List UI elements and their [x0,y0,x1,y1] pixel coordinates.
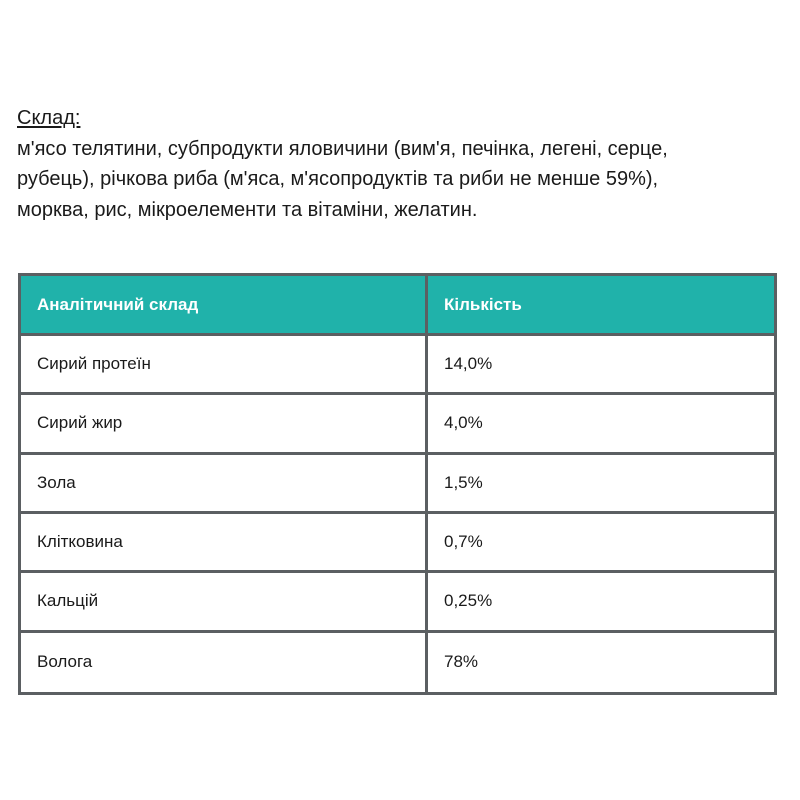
column-header-component: Аналітичний склад [21,276,428,336]
component-value-cell: 78% [428,633,774,692]
table-row [21,336,774,395]
column-header-amount: Кількість [428,276,774,336]
component-value-cell: 4,0% [428,395,774,454]
component-name-cell: Волога [21,633,428,692]
component-value-cell: 1,5% [428,455,774,514]
table-row [21,514,774,573]
component-name-cell: Клітковина [21,514,428,573]
component-name-cell: Зола [21,455,428,514]
table-row [21,455,774,514]
component-value-cell: 0,7% [428,514,774,573]
table-row [21,395,774,454]
table-row [21,573,774,632]
composition-line: м'ясо телятини, субпродукти яловичини (вим'я, печінка, легені, серце, [17,137,668,160]
analysis-table [21,276,774,692]
analysis-table-frame [18,273,777,695]
table-row [21,633,774,692]
component-value-cell: 0,25% [428,573,774,632]
composition-section [17,103,787,225]
composition-line: рубець), річкова риба (м'яса, м'ясопродуктів та риби не менше 59%), [17,168,659,190]
composition-line: морква, рис, мікроелементи та вітаміни, желатин. [17,198,478,221]
component-value-cell: 14,0% [428,336,774,395]
component-name-cell: Сирий жир [21,395,428,454]
table-header-row [21,276,774,336]
component-name-cell: Сирий протеїн [21,336,428,395]
component-name-cell: Кальцій [21,573,428,632]
composition-heading: Склад: [17,107,81,129]
